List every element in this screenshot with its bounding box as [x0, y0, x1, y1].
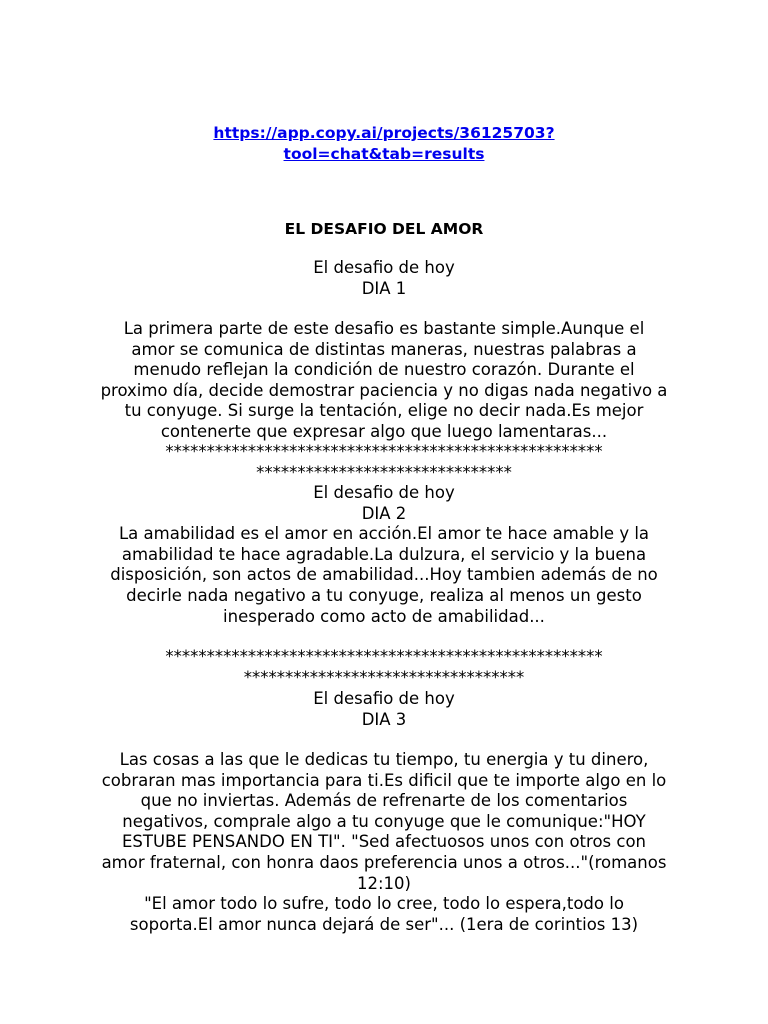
copy-ai-link[interactable]	[0, 123, 768, 165]
paragraph-line: disposición, son actos de amabilidad...Hoy tambien además de no	[110, 565, 658, 585]
separator-1	[0, 442, 768, 483]
link-line-1[interactable]: https://app.copy.ai/projects/36125703?	[213, 124, 555, 142]
paragraph-line: contenerte que expresar algo que luego lamentaras...	[160, 421, 608, 441]
paragraph-line: inesperado como acto de amabilidad...	[223, 606, 545, 626]
paragraph-line: que no inviertas. Además de refrenarte de los comentarios	[140, 791, 628, 811]
paragraph-line: negativos, comprale algo a tu conyuge que le comunique:"HOY	[122, 811, 646, 831]
paragraph-line: proximo día, decide demostrar paciencia y no digas nada negativo a	[100, 380, 668, 400]
day-3-heading: El desafio de hoy	[313, 689, 455, 708]
separator-line: **********************************	[243, 667, 525, 687]
separator-line: *****************************************************	[165, 647, 603, 666]
paragraph-line: Las cosas a las que le dedicas tu tiempo, tu energia y tu dinero,	[119, 750, 649, 769]
day-3-section	[100, 689, 668, 730]
separator-line: *******************************	[256, 462, 512, 482]
day-3-body	[100, 750, 668, 935]
paragraph-line: soporta.El amor nunca dejará de ser"... (1era de corintios 13)	[129, 914, 639, 934]
day-1-heading: El desafio de hoy	[313, 258, 455, 277]
paragraph-line: amabilidad te hace agradable.La dulzura, el servicio y la buena	[121, 544, 647, 564]
paragraph-line: menudo reflejan la condición de nuestro corazón. Durante el	[133, 360, 635, 380]
separator-2	[0, 647, 768, 688]
separator-line: *****************************************************	[165, 442, 603, 461]
paragraph-line: cobraran mas importancia para ti.Es dificil que te importe algo en lo	[101, 770, 667, 790]
paragraph-line: La primera parte de este desafio es bastante simple.Aunque el	[123, 319, 645, 338]
day-2-label: DIA 2	[361, 503, 407, 523]
paragraph-line: amor se comunica de distintas maneras, nuestras palabras a	[131, 339, 637, 359]
day-1-section	[100, 258, 668, 299]
day-1-label: DIA 1	[361, 278, 407, 298]
day-3-label: DIA 3	[361, 709, 407, 729]
paragraph-line: ESTUBE PENSANDO EN TI". "Sed afectuosos unos con otros con	[121, 832, 647, 852]
paragraph-line: 12:10)	[357, 873, 411, 893]
day-1-body	[100, 319, 668, 443]
paragraph-line: decirle nada negativo a tu conyuge, realiza al menos un gesto	[126, 585, 642, 605]
paragraph-line: amor fraternal, con honra daos preferencia unos a otros..."(romanos	[101, 852, 667, 872]
day-2-section	[100, 483, 668, 627]
document-title: EL DESAFIO DEL AMOR	[284, 220, 484, 238]
paragraph-line: tu conyuge. Si surge la tentación, elige no decir nada.Es mejor	[124, 401, 644, 421]
day-2-heading: El desafio de hoy	[313, 483, 455, 502]
paragraph-line: "El amor todo lo sufre, todo lo cree, todo lo espera,todo lo	[144, 894, 624, 914]
paragraph-line: La amabilidad es el amor en acción.El amor te hace amable y la	[118, 524, 650, 544]
link-line-2[interactable]: tool=chat&tab=results	[283, 145, 485, 163]
